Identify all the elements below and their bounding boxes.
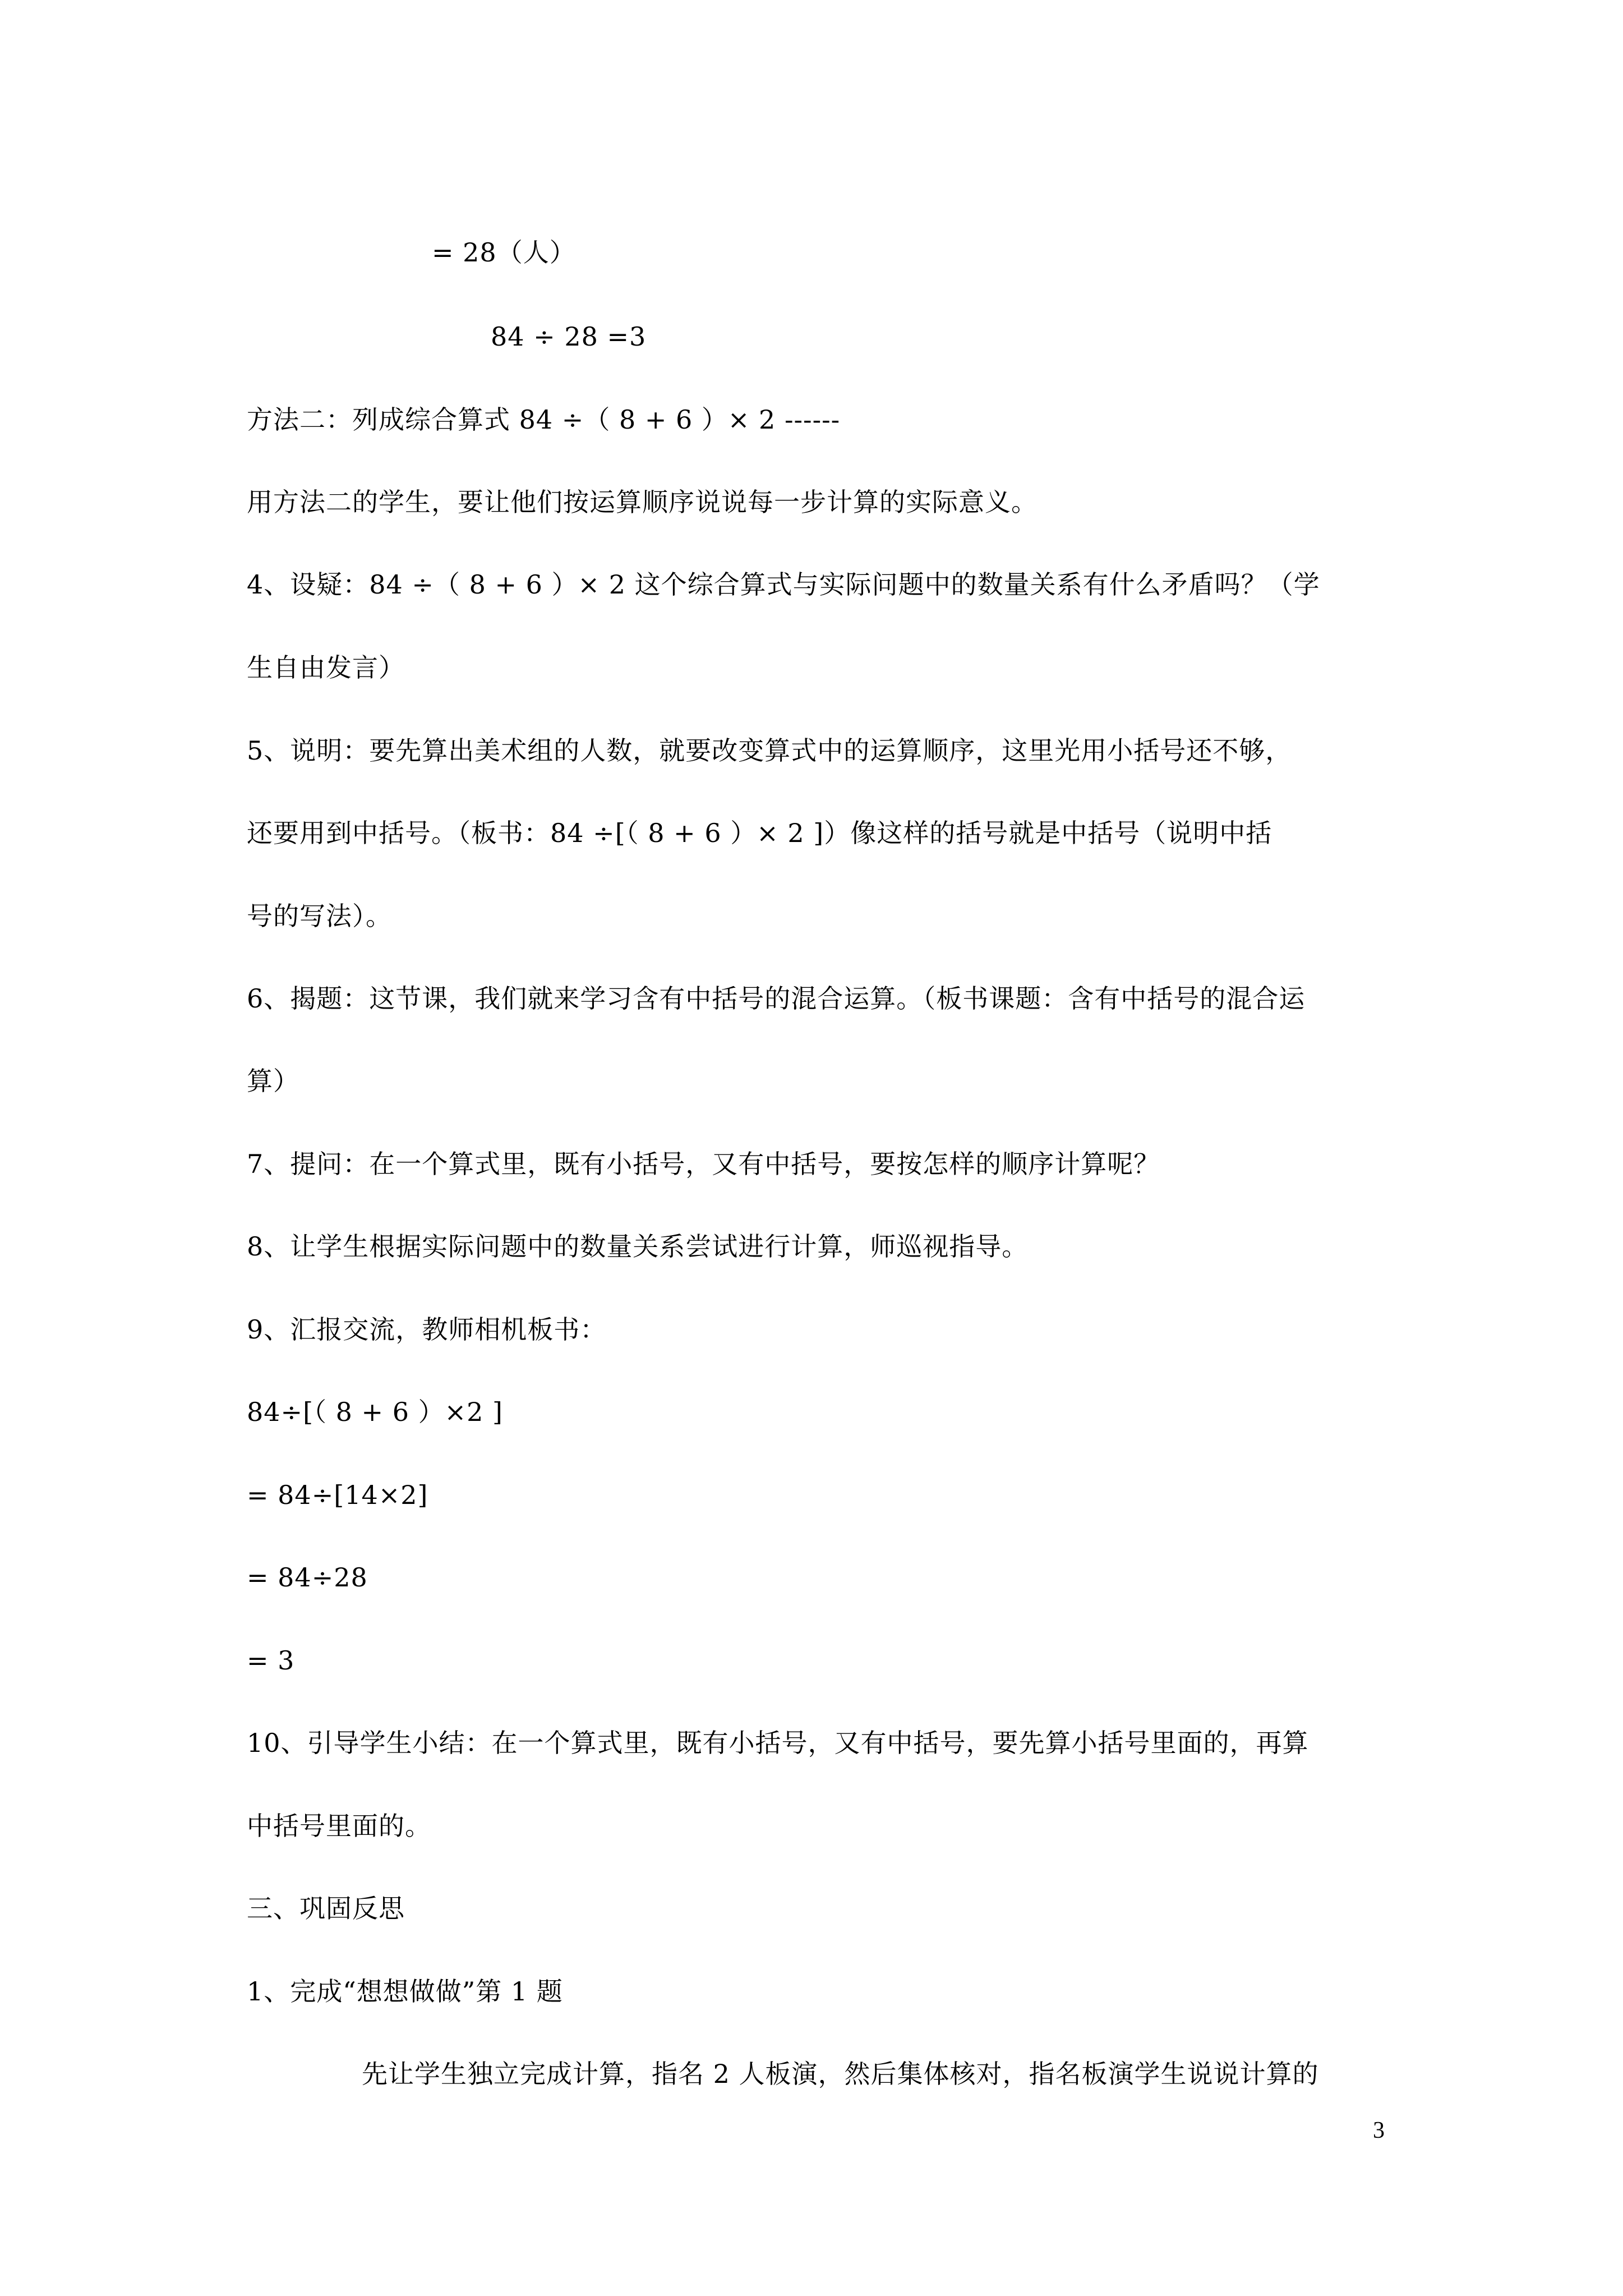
step-6-line: 6、揭题：这节课，我们就来学习含有中括号的混合运算。（板书课题：含有中括号的混合运 [247,983,1306,1014]
equation-line: 84÷[（ 8 + 6 ）×2 ] [247,1397,503,1427]
step-5-line: 5、说明：要先算出美术组的人数，就要改变算式中的运算顺序，这里光用小括号还不够， [247,735,1292,766]
equation-line: = 3 [247,1645,295,1676]
step-4-line: 4、设疑：84 ÷（ 8 + 6 ）× 2 这个综合算式与实际问题中的数量关系有什么矛盾吗？（学 [247,569,1320,600]
paragraph-line: 算） [247,1066,299,1096]
paragraph-line: 先让学生独立完成计算，指名 2 人板演，然后集体核对，指名板演学生说说计算的 [362,2059,1319,2089]
paragraph-line: 号的写法）。 [247,901,392,931]
paragraph-line: 还要用到中括号。（板书：84 ÷[（ 8 + 6 ）× 2 ]）像这样的括号就是中括号（说明中括 [247,818,1272,848]
paragraph-line: 生自由发言） [247,652,405,683]
page-number: 3 [1373,2118,1385,2143]
step-10-line: 10、引导学生小结：在一个算式里，既有小括号，又有中括号，要先算小括号里面的，再算 [247,1728,1309,1758]
section-heading: 三、巩固反思 [247,1893,405,1924]
equation-line: = 28（人） [432,237,576,268]
equation-line: = 84÷28 [247,1562,368,1593]
equation-line: 84 ÷ 28 =3 [491,321,647,352]
method-two-line: 方法二：列成综合算式 84 ÷（ 8 + 6 ）× 2 ------ [247,404,841,435]
equation-line: = 84÷[14×2] [247,1480,428,1510]
paragraph-line: 用方法二的学生，要让他们按运算顺序说说每一步计算的实际意义。 [247,487,1038,517]
exercise-line: 1、完成“想想做做”第 1 题 [247,1976,563,2007]
step-8-line: 8、让学生根据实际问题中的数量关系尝试进行计算，师巡视指导。 [247,1231,1029,1262]
paragraph-line: 中括号里面的。 [247,1811,431,1841]
step-9-line: 9、汇报交流，教师相机板书： [247,1314,607,1345]
step-7-line: 7、提问：在一个算式里，既有小括号，又有中括号，要按怎样的顺序计算呢？ [247,1149,1160,1179]
